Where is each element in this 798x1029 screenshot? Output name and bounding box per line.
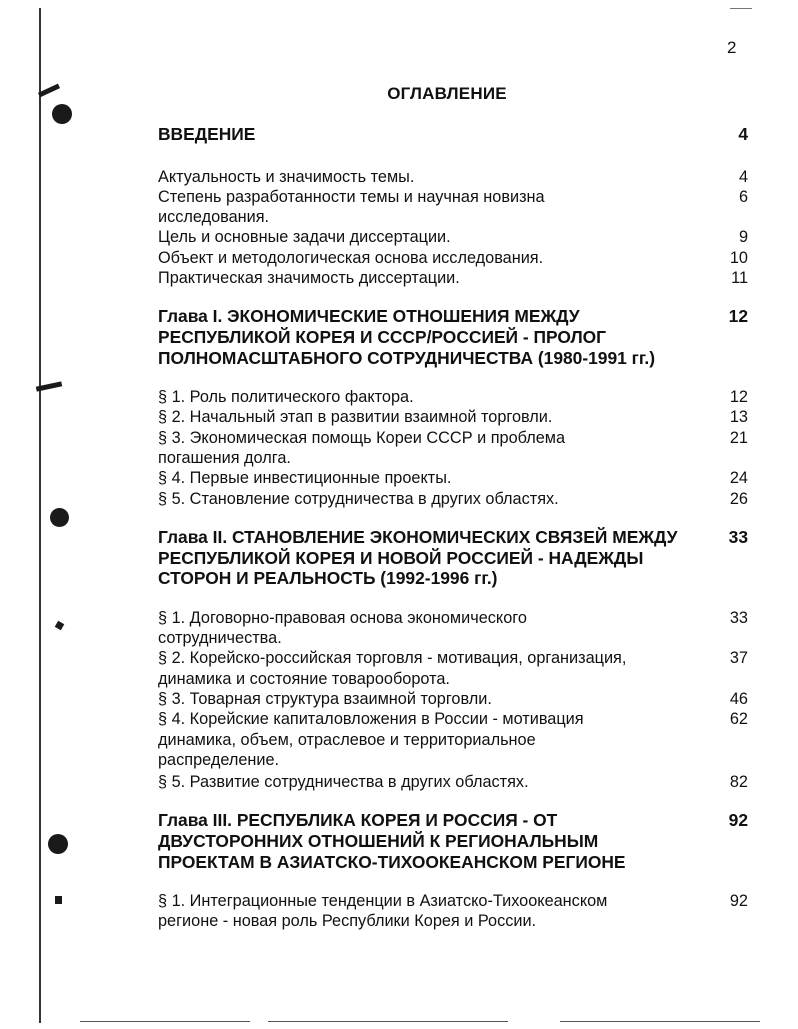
toc-entry-text: § 1. Интеграционные тенденции в Азиатско-Тихоокеанском регионе - новая роль Республики Корея и России. bbox=[158, 892, 608, 931]
toc-entry bbox=[158, 489, 748, 509]
toc-entry-page: 12 bbox=[729, 388, 748, 407]
toc-entry-text: § 2. Начальный этап в развитии взаимной торговли. bbox=[158, 408, 553, 427]
toc-entry-text: § 4. Первые инвестиционные проекты. bbox=[158, 469, 452, 488]
page-number: 2 bbox=[727, 38, 737, 57]
scan-bottom-rule bbox=[268, 1021, 508, 1022]
scan-hole-punch bbox=[48, 834, 68, 854]
toc-entry-text: ВВЕДЕНИЕ bbox=[158, 124, 256, 144]
toc-entry-text: Глава I. ЭКОНОМИЧЕСКИЕ ОТНОШЕНИЯ МЕЖДУ РЕСПУБЛИКОЙ КОРЕЯ И СССР/РОССИЕЙ - ПРОЛОГ ПОЛНОМАСШТАБНОГО СОТРУДНИЧЕСТВА (1980-1991 гг.) bbox=[158, 306, 656, 368]
toc-entry bbox=[158, 648, 748, 689]
toc-entry bbox=[158, 772, 748, 792]
toc-entry-text: Практическая значимость диссертации. bbox=[158, 269, 460, 288]
toc-entry bbox=[158, 387, 748, 407]
toc-entry-text: Объект и методологическая основа исследования. bbox=[158, 248, 544, 267]
scan-hole-punch bbox=[50, 508, 69, 527]
toc-entry bbox=[158, 468, 748, 488]
toc-entry-page: 13 bbox=[729, 408, 748, 427]
toc-entry-page: 21 bbox=[729, 428, 748, 447]
toc-entry bbox=[158, 891, 748, 932]
toc-entry-text: § 4. Корейские капиталовложения в России - мотивация динамика, объем, отраслевое и территориальное распределение. bbox=[158, 710, 584, 769]
scan-margin-line bbox=[39, 8, 41, 1023]
toc-entry-text: Цель и основные задачи диссертации. bbox=[158, 228, 451, 247]
scan-smudge bbox=[55, 896, 62, 904]
toc-entry-text: § 2. Корейско-российская торговля - мотивация, организация, динамика и состояние товарооборота. bbox=[158, 649, 627, 688]
table-of-contents bbox=[158, 124, 748, 932]
toc-entry-page: 82 bbox=[729, 773, 748, 792]
toc-entry-page: 37 bbox=[729, 649, 748, 668]
toc-entry-text: § 1. Договорно-правовая основа экономического сотрудничества. bbox=[158, 608, 527, 648]
toc-entry-chapter-3 bbox=[158, 810, 748, 872]
toc-entry bbox=[158, 428, 748, 469]
scan-smudge bbox=[55, 621, 65, 631]
toc-entry-text: Глава II. СТАНОВЛЕНИЕ ЭКОНОМИЧЕСКИХ СВЯЗЕЙ МЕЖДУ РЕСПУБЛИКОЙ КОРЕЯ И НОВОЙ РОССИЕЙ - НАДЕЖДЫ СТОРОН И РЕАЛЬНОСТЬ (1992-1996 гг.) bbox=[158, 526, 678, 589]
toc-entry-text: § 3. Товарная структура взаимной торговли. bbox=[158, 689, 492, 708]
scan-hole-punch bbox=[52, 104, 72, 124]
toc-entry-text: § 1. Роль политического фактора. bbox=[158, 388, 414, 407]
toc-entry-page: 4 bbox=[738, 124, 748, 144]
toc-entry-page: 26 bbox=[729, 489, 748, 508]
toc-entry-text: Актуальность и значимость темы. bbox=[158, 167, 415, 186]
toc-entry-text: Глава III. РЕСПУБЛИКА КОРЕЯ И РОССИЯ - ОТ ДВУСТОРОННИХ ОТНОШЕНИЙ К РЕГИОНАЛЬНЫМ ПРОЕКТАМ В АЗИАТСКО-ТИХООКЕАНСКОМ РЕГИОНЕ bbox=[158, 810, 626, 872]
toc-entry bbox=[158, 248, 748, 268]
toc-entry bbox=[158, 187, 748, 228]
toc-entry-chapter-1 bbox=[158, 306, 748, 368]
toc-entry bbox=[158, 227, 748, 247]
scan-bottom-rule bbox=[560, 1021, 760, 1022]
toc-entry-page: 33 bbox=[728, 526, 748, 547]
toc-entry-page: 9 bbox=[738, 228, 748, 247]
toc-entry-text: Степень разработанности темы и научная новизна исследования. bbox=[158, 187, 545, 227]
toc-entry bbox=[158, 268, 748, 288]
toc-entry-page: 92 bbox=[728, 810, 748, 831]
toc-entry-page: 62 bbox=[729, 710, 748, 729]
toc-entry-chapter-2 bbox=[158, 527, 748, 589]
toc-entry-page: 92 bbox=[729, 892, 748, 911]
toc-entry bbox=[158, 407, 748, 427]
toc-title: ОГЛАВЛЕНИЕ bbox=[387, 84, 507, 103]
scan-corner-line bbox=[730, 8, 752, 9]
toc-entry-text: § 5. Становление сотрудничества в других областях. bbox=[158, 489, 559, 508]
toc-entry-text: § 3. Экономическая помощь Кореи СССР и проблема погашения долга. bbox=[158, 428, 566, 468]
toc-entry bbox=[158, 167, 748, 187]
toc-entry-page: 4 bbox=[738, 167, 748, 186]
toc-entry-page: 12 bbox=[728, 306, 748, 327]
toc-entry bbox=[158, 689, 748, 709]
toc-entry-introduction bbox=[158, 124, 748, 145]
toc-entry-page: 24 bbox=[729, 469, 748, 488]
toc-entry-page: 6 bbox=[738, 187, 748, 206]
toc-entry-text: § 5. Развитие сотрудничества в других областях. bbox=[158, 773, 529, 792]
toc-entry-page: 10 bbox=[729, 248, 748, 267]
toc-entry-page: 46 bbox=[729, 689, 748, 708]
toc-entry-page: 33 bbox=[729, 608, 748, 627]
toc-entry bbox=[158, 608, 748, 649]
toc-entry bbox=[158, 709, 748, 770]
toc-entry-page: 11 bbox=[731, 269, 748, 288]
scan-bottom-rule bbox=[80, 1021, 250, 1022]
